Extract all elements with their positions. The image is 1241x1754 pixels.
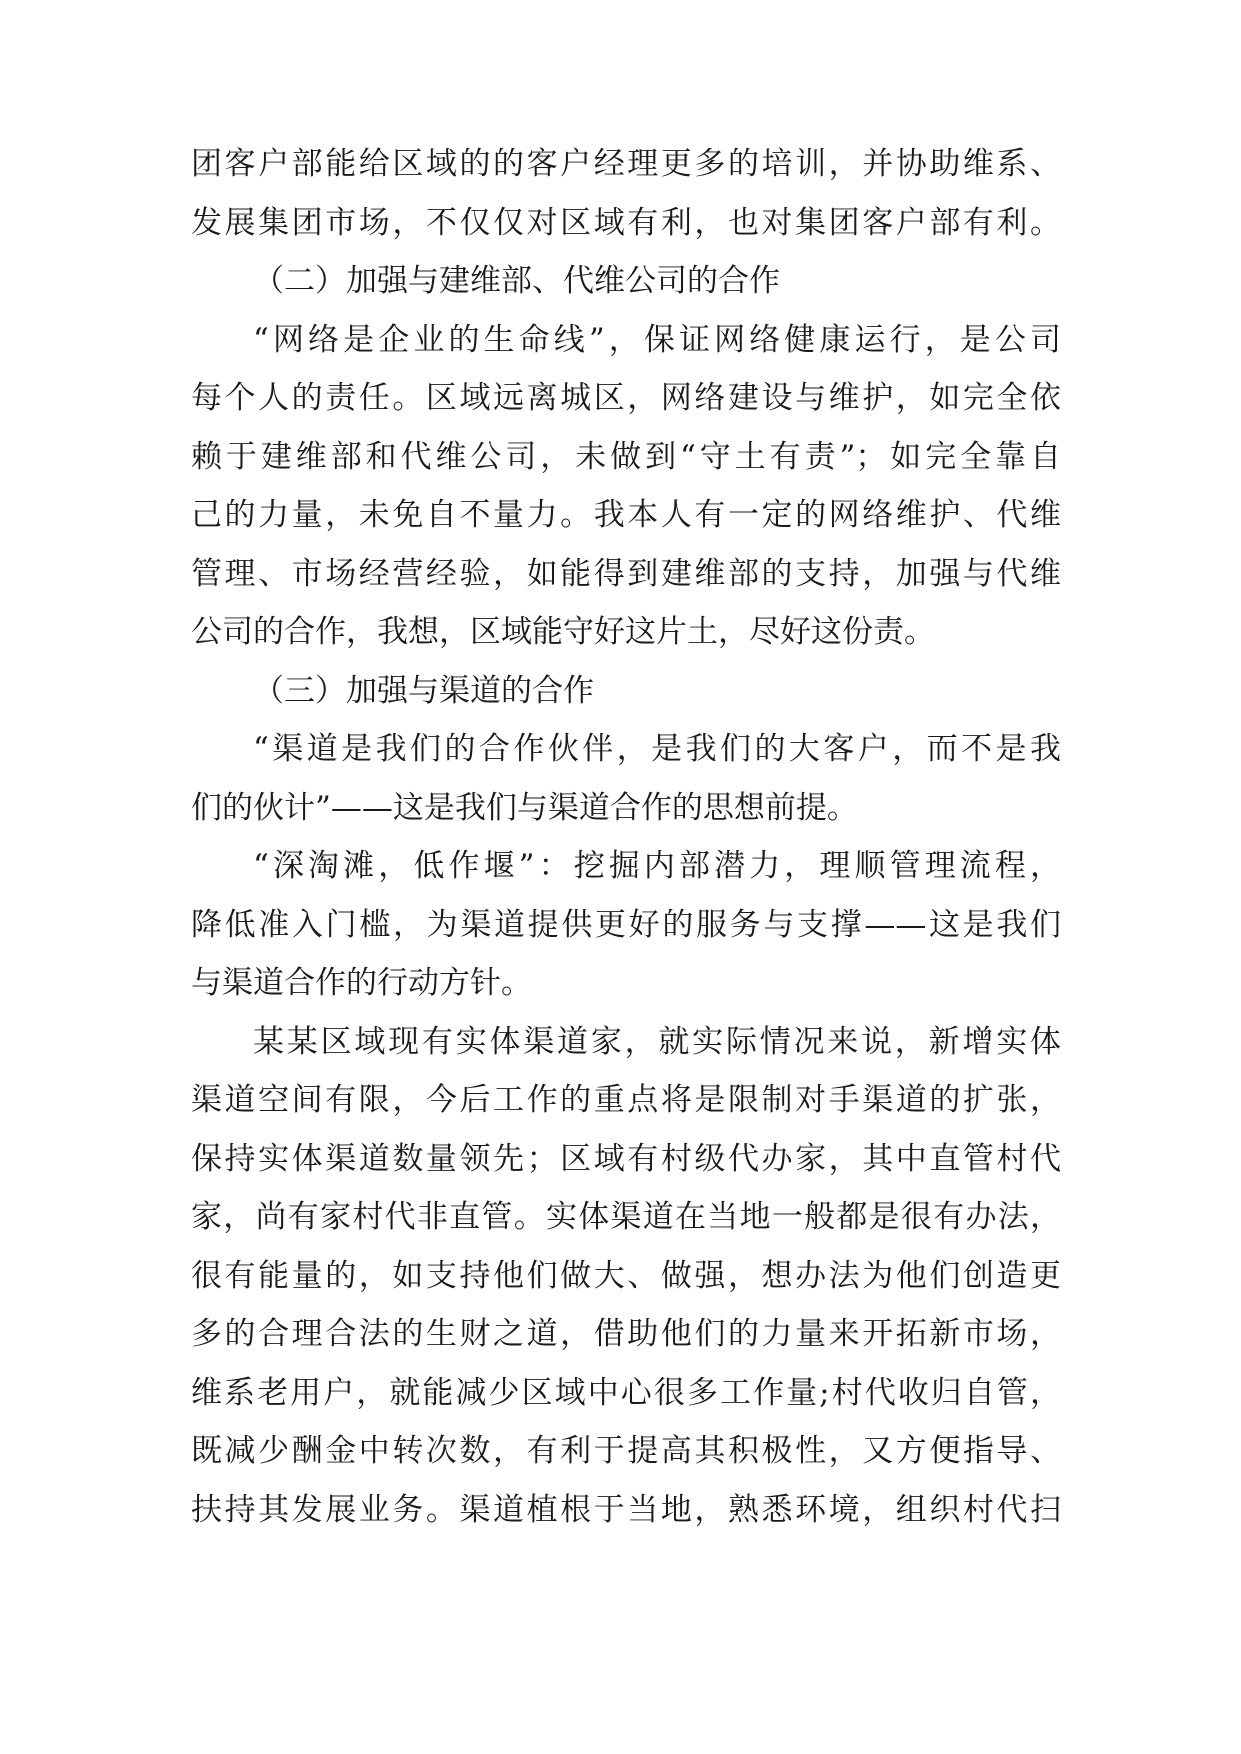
text-line: （三）加强与渠道的合作: [253, 672, 594, 709]
text-line: 维系老用户，就能减少区域中心很多工作量;村代收归自管，: [191, 1374, 1061, 1411]
text-line: 团客户部能给区域的的客户经理更多的培训，并协助维系、: [191, 146, 1061, 182]
text-line: 赖于建维部和代维公司，未做到“守土有责”；如完全靠自: [191, 438, 1061, 475]
text-line: 们的伙计”——这是我们与渠道合作的思想前提。: [191, 789, 858, 826]
text-line: 管理、市场经营经验，如能得到建维部的支持，加强与代维: [191, 555, 1061, 592]
text-line: 很有能量的，如支持他们做大、做强，想办法为他们创造更: [191, 1257, 1061, 1294]
text-line: 多的合理合法的生财之道，借助他们的力量来开拓新市场，: [191, 1316, 1061, 1352]
text-line: “网络是企业的生命线”，保证网络健康运行，是公司: [253, 321, 1061, 358]
text-line: 公司的合作，我想，区域能守好这片土，尽好这份责。: [191, 614, 935, 650]
text-line: 某某区域现有实体渠道家，就实际情况来说，新增实体: [253, 1023, 1061, 1060]
text-line: 发展集团市场，不仅仅对区域有利，也对集团客户部有利。: [191, 204, 1061, 241]
text-line: 既减少酬金中转次数，有利于提高其积极性，又方便指导、: [191, 1433, 1061, 1469]
text-line: （二）加强与建维部、代维公司的合作: [253, 263, 780, 299]
text-line: “渠道是我们的合作伙伴，是我们的大客户，而不是我: [253, 731, 1061, 767]
text-line: “深淘滩，低作堰”：挖掘内部潜力，理顺管理流程，: [253, 848, 1061, 884]
document-page: [191, 135, 1061, 1539]
text-line: 每个人的责任。区域远离城区，网络建设与维护，如完全依: [191, 380, 1061, 416]
text-line: 保持实体渠道数量领先；区域有村级代办家，其中直管村代: [191, 1140, 1061, 1177]
text-line: 扶持其发展业务。渠道植根于当地，熟悉环境，组织村代扫: [191, 1491, 1061, 1528]
text-body: [191, 135, 1061, 1539]
text-line: 与渠道合作的行动方针。: [191, 965, 532, 1001]
text-line: 家，尚有家村代非直管。实体渠道在当地一般都是很有办法，: [191, 1199, 1061, 1235]
text-line: 渠道空间有限，今后工作的重点将是限制对手渠道的扩张，: [191, 1082, 1061, 1118]
text-line: 己的力量，未免自不量力。我本人有一定的网络维护、代维: [191, 497, 1061, 533]
text-line: 降低准入门槛，为渠道提供更好的服务与支撑——这是我们: [191, 906, 1061, 943]
